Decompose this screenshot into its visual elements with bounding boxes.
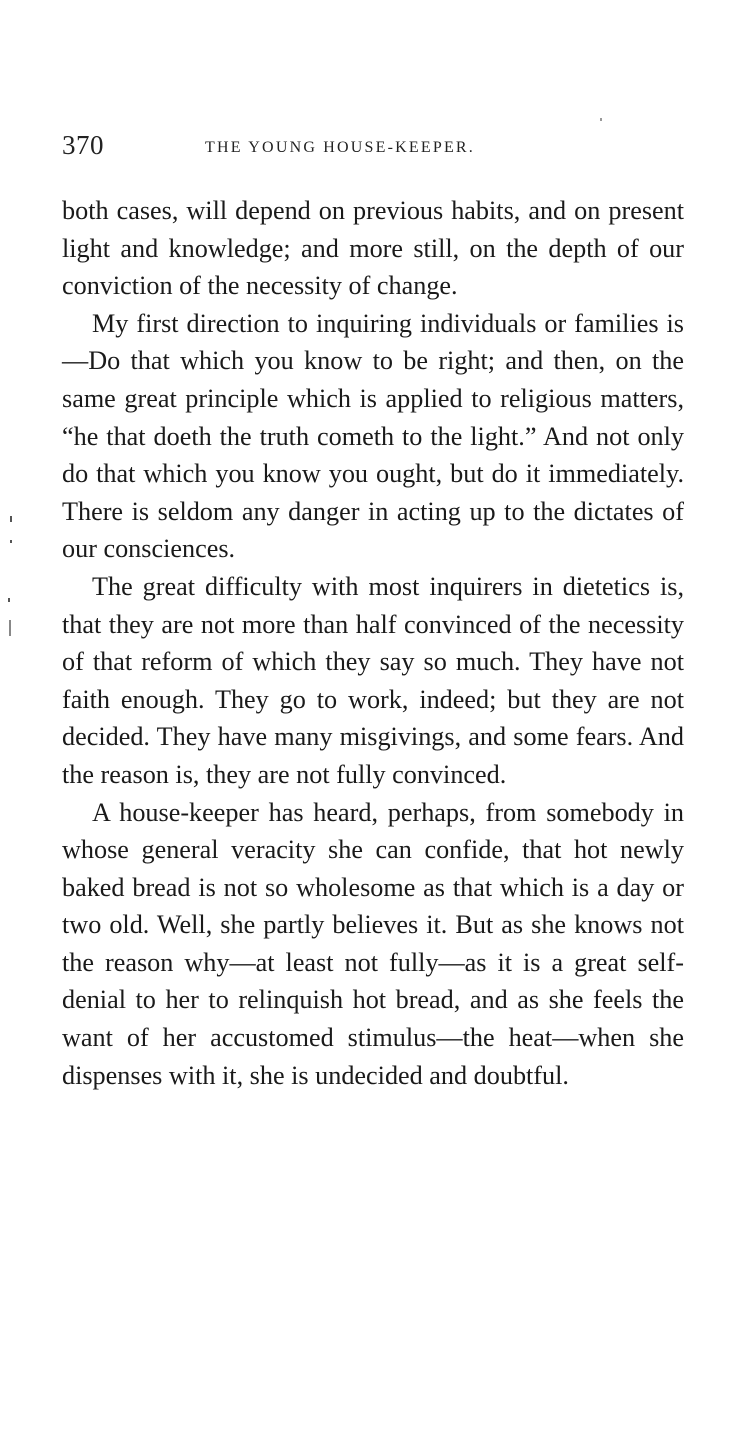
body-text [62, 192, 684, 1094]
margin-speck [10, 516, 12, 522]
margin-speck [8, 598, 10, 602]
page-number: 370 [62, 130, 104, 160]
paragraph-1: both cases, will depend on previous habits, and on present light and knowledge; and more still, on the depth of our conviction of the necessity of change. [62, 196, 684, 301]
page-header [62, 130, 687, 166]
margin-speck [10, 540, 12, 543]
paragraph-2: My first direction to inquiring individuals or families is—Do that which you know to be right; and then, on the same great principle which is applied to religious matters, “he that doeth the truth cometh to the light.” And not only do that which you know you ought, but do it immediately. There is seldom any danger in acting up to the dictates of our consciences. [62, 308, 684, 564]
paragraph-4: A house-keeper has heard, perhaps, from somebody in whose general veracity she can confide, that hot newly baked bread is not so wholesome as that which is a day or two old. Well, she partly believes it. But as she knows not the reason why—at least not fully—as it is a great self-denial to her to relinquish hot bread, and as she feels the want of her accustomed stimulus—the heat—when she dispenses with it, she is undecided and doubtful. [62, 797, 684, 1090]
running-head: THE YOUNG HOUSE-KEEPER. [205, 139, 475, 156]
margin-speck [600, 118, 602, 121]
margin-speck [9, 620, 11, 636]
paragraph-3: The great difficulty with most inquirers in dietetics is, that they are not more than half convinced of the necessity of that reform of which they say so much. They have not faith enough. They go to work, indeed; but they are not decided. They have many misgivings, and some fears. And the reason is, they are not fully convinced. [62, 571, 684, 789]
